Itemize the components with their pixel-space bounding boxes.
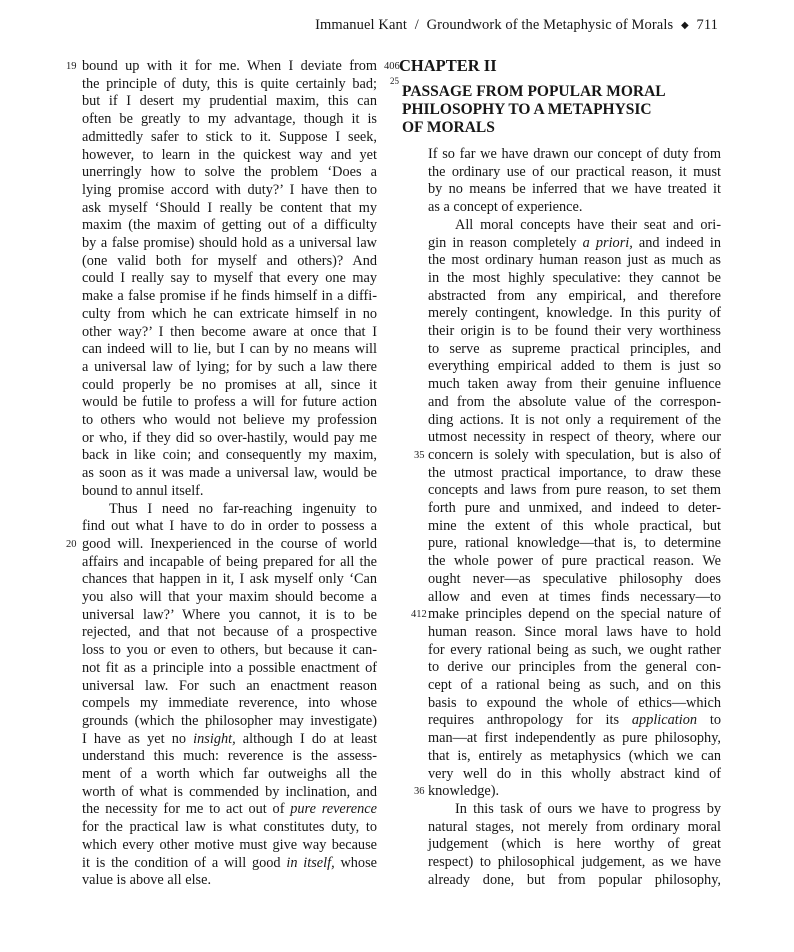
text-segment: it is the condition of a will good [82, 854, 287, 871]
emphasized-text: pure reverence [290, 801, 377, 818]
text-line: concepts and laws from pure reason, to set them [428, 482, 721, 499]
emphasized-text: application [631, 712, 698, 729]
text-line: ask myself ‘Should I really be content that my [82, 199, 377, 216]
text-line: but if I desert my prudential maxim, this can [82, 93, 377, 110]
text-line [82, 855, 377, 873]
text-line: If so far we have drawn our concept of duty from [428, 146, 721, 162]
text-line: or who, if they did so over-hastily, would pay me [82, 429, 377, 446]
text-line: could properly be no promises at all, since it [82, 376, 377, 393]
text-line: to others who would not believe my profession [82, 412, 377, 428]
text-line: allow and even at times finds necessary—to [428, 588, 721, 605]
header-work-title: Groundwork of the Metaphysic of Morals [426, 17, 674, 33]
text-line: culty from which he can extricate himself in no [82, 305, 377, 322]
text-segment: to [697, 712, 721, 729]
header-separator: / [414, 17, 419, 33]
text-line: natural stages, not merely from ordinary moral [428, 818, 721, 835]
text-line: rejected, and that not because of a prospective [82, 624, 377, 641]
text-segment: gin in reason completely [428, 234, 583, 251]
page-number: 711 [696, 17, 718, 33]
chapter-heading-line: OF MORALS [402, 119, 495, 136]
text-line: All moral concepts have their seat and ori- [455, 216, 721, 233]
text-line [428, 712, 721, 730]
text-line: often be greatly to my advantage, though it is [82, 111, 377, 128]
text-line: pure, rational knowledge—that is, to determine [428, 535, 721, 552]
text-line: very well do in this wholly abstract kind of [428, 765, 721, 782]
text-line: (one valid both for myself and others)? And [82, 252, 377, 269]
text-line: however, to learn in the quickest way and yet [82, 146, 377, 163]
text-segment: I have as yet no [82, 730, 194, 747]
text-line: basis to expound the whole of ethics—which [428, 694, 721, 711]
text-line: as soon as it was made a universal law, would be [82, 465, 377, 482]
text-line: good will. Inexperienced in the course of world [82, 535, 377, 552]
text-line: respect) to philosophical judgement, as we have [428, 854, 721, 870]
text-line: everything empirical added to them is just so [428, 358, 721, 375]
margin-number: 35 [414, 449, 425, 461]
text-line: other way?’ I then become aware at once that I [82, 323, 377, 340]
text-line: to derive our principles from the general con- [428, 659, 721, 676]
text-line: lying promise accord with duty?’ I have then to [82, 181, 377, 198]
text-line: Thus I need no far-reaching ingenuity to [109, 500, 377, 517]
text-line: a universal law of lying; for by such a law there [82, 358, 377, 375]
chapter-heading-line: PASSAGE FROM POPULAR MORAL [402, 83, 666, 100]
text-segment: and indeed in [632, 234, 721, 251]
text-line: can indeed will to lie, but I can by no means will [82, 341, 377, 358]
text-line [428, 235, 721, 253]
text-line: worth of what is commended by inclination, and [82, 783, 377, 800]
text-line: chances that happen in it, I ask myself only ‘Can [82, 571, 377, 588]
text-line: man—at first independently as pure philosophy, [428, 730, 721, 747]
margin-number: 36 [414, 786, 425, 798]
text-line: unerringly how to solve the problem ‘Does a [82, 164, 377, 181]
text-line: already done, but from popular philosophy, [428, 871, 721, 888]
margin-number: 25 [390, 76, 399, 86]
text-line: as a concept of experience. [428, 199, 583, 216]
text-line: abstracted from any empirical, and therefore [428, 287, 721, 304]
text-line: merely contingent, knowledge. In this purity of [428, 305, 721, 322]
text-line: by a false promise) should hold as a universal law [82, 235, 377, 251]
emphasized-text: insight, [193, 730, 236, 747]
text-line: by no means be inferred that we have treated it [428, 181, 721, 198]
text-line [82, 801, 377, 819]
text-line: affairs and incapable of being prepared for all the [82, 553, 377, 570]
chapter-heading-line: PHILOSOPHY TO A METAPHYSIC [402, 101, 652, 118]
text-line: value is above all else. [82, 872, 212, 889]
text-line: you also will that your maxim should become a [82, 589, 377, 605]
text-line: cept of a rational being as such, and on this [428, 677, 721, 693]
text-line: for the practical law is what constitutes duty, to [82, 819, 377, 836]
text-line: could I really say to myself that every one may [82, 270, 377, 287]
text-line: ought never—as speculative philosophy does [428, 570, 721, 587]
text-line: that is, entirely as metaphysics (which we can [428, 747, 721, 764]
text-line: universal law?’ Where you cannot, it is to be [82, 606, 377, 623]
text-line: maxim (the maxim of getting out of a difficulty [82, 217, 377, 234]
text-line: compels my immediate reverence, into whose [82, 695, 377, 712]
text-line: the principle of duty, this is quite certainly bad; [82, 75, 377, 92]
emphasized-text: a priori, [582, 234, 633, 251]
text-line [82, 731, 377, 749]
text-line: admittedly safer to stick to it. Suppose I seek, [82, 128, 377, 145]
text-line: for every rational being as such, we ought rather [428, 641, 721, 658]
text-line: make a false promise if he finds himself in a diffi- [82, 288, 377, 305]
text-line: much taken away from their genuine influence [428, 376, 721, 393]
text-line: utmost necessity in respect of theory, where our [428, 429, 721, 446]
text-line: to serve as supreme practical principles, and [428, 340, 721, 357]
text-line: which every other motive must give way because [82, 836, 377, 853]
text-line: bound to annul itself. [82, 482, 204, 499]
margin-number: 412 [411, 609, 427, 621]
text-segment: requires anthropology for its [428, 712, 632, 729]
text-line: the whole power of pure practical reason. We [428, 553, 721, 570]
text-line: the most ordinary human reason just as much as [428, 252, 721, 269]
text-line: the ordinary use of our practical reason, it must [428, 163, 721, 180]
text-line: and from the absolute value of the correspon- [428, 393, 721, 410]
text-line: understand this much: reverence is the assess- [82, 748, 377, 765]
text-line: grounds (which the philosopher may investigate) [82, 712, 377, 729]
text-line: human reason. Since moral laws have to hold [428, 623, 721, 640]
text-line: the utmost practical importance, to draw these [428, 464, 721, 481]
text-line: ding actions. It is not only a requirement of the [428, 411, 721, 428]
margin-number: 19 [66, 61, 77, 72]
running-header [315, 17, 718, 34]
text-line: find out what I have to do in order to possess a [82, 518, 377, 535]
text-line: mine the extent of this whole practical, but [428, 517, 721, 534]
margin-number: 20 [66, 538, 77, 550]
header-author: Immanuel Kant [315, 17, 407, 33]
text-line: forth pure and unmixed, and indeed to deter- [428, 500, 721, 516]
text-segment: the necessity for me to act out of [82, 801, 291, 818]
diamond-icon: ◆ [680, 20, 689, 31]
text-line: would be futile to profess a will for future action [82, 394, 377, 411]
text-line: not fit as a principle into a possible enactment of [82, 659, 377, 676]
text-segment: although I do at least [235, 730, 377, 747]
text-line: loss to you or even to others, but because it can- [82, 642, 377, 659]
text-line: In this task of ours we have to progress by [455, 800, 721, 817]
text-line: back in like coin; and consequently my maxim, [82, 447, 377, 464]
text-line: knowledge). [428, 783, 500, 800]
text-line: their origin is to be found their very worthiness [428, 323, 721, 339]
text-segment: whose [334, 854, 377, 871]
emphasized-text: in itself, [286, 854, 335, 871]
text-line: universal law. For such an enactment reason [82, 677, 377, 694]
margin-number: 406 [384, 61, 400, 72]
text-line: ment of a worth which far outweighs all the [82, 766, 377, 782]
text-line: bound up with it for me. When I deviate from [82, 58, 377, 74]
chapter-title: CHAPTER II [399, 56, 497, 75]
text-line: in the most highly speculative: they cannot be [428, 269, 721, 286]
text-line: make principles depend on the special nature of [428, 606, 721, 623]
text-line: judgement (which is here worthy of great [428, 836, 721, 853]
text-line: concern is solely with speculation, but is also of [428, 446, 721, 463]
